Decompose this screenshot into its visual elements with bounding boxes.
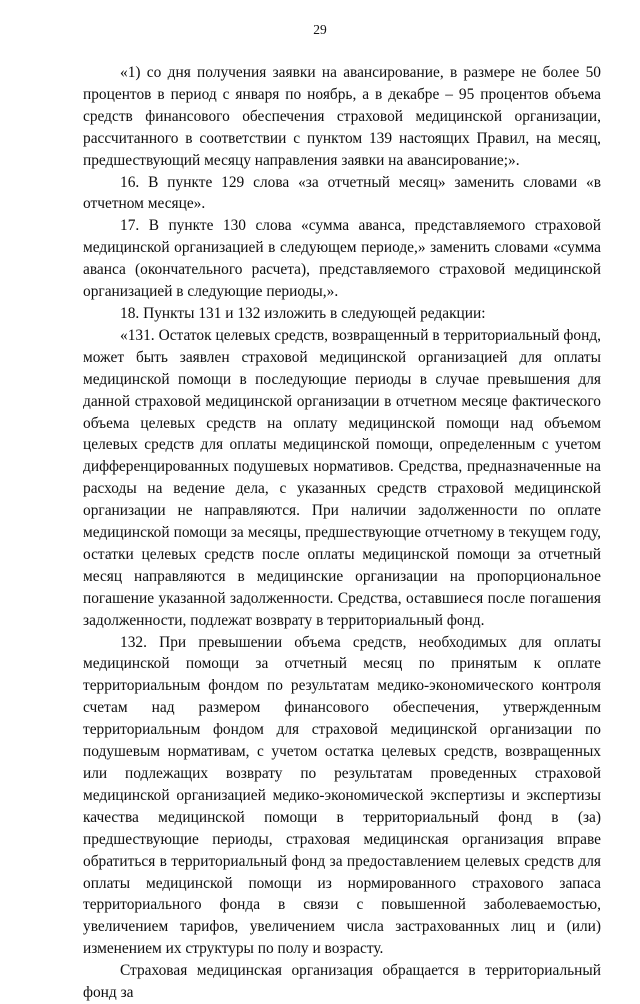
page-number: 29 [313,22,327,37]
document-body [83,62,601,1004]
paragraph-continuation: Страховая медицинская организация обращается в территориальный фонд за [83,962,601,1002]
paragraph-clause-131: «131. Остаток целевых средств, возвращенный в территориальный фонд, может быть заявлен страховой медицинской организацией для оплаты медицинской помощи в последующие периоды в случае превышения для данной страховой медицинской организации в отчетном месяце фактического объема целевых средств на оплату медицинской помощи над объемом целевых средств для оплаты медицинской помощи, определенным с учетом дифференцированных подушевых нормативов. Средства, предназначенные на расходы на ведение дела, с указанных средств страховой медицинской организации не направляются. При наличии задолженности по оплате медицинской помощи за месяцы, предшествующие отчетному в текущем году, остатки целевых средств после оплаты медицинской помощи за отчетный месяц направляются в медицинские организации на пропорциональное погашение указанной задолженности. Средства, оставшиеся после погашения задолженности, подлежат возврату в территориальный фонд. [83,326,601,629]
paragraph-amendment-18: 18. Пункты 131 и 132 изложить в следующей редакции: [120,304,486,322]
paragraph-amendment-17: 17. В пункте 130 слова «сумма аванса, представляемого страховой медицинской организацией в следующем периоде,» заменить словами «сумма аванса (окончательного расчета), представляемого страховой медицинской организацией в следующие периоды,». [83,217,601,301]
paragraph-amendment-16: 16. В пункте 129 слова «за отчетный месяц» заменить словами «в отчетном месяце». [83,173,601,213]
paragraph-advance-subclause-1: «1) со дня получения заявки на авансирование, в размере не более 50 процентов в период с января по ноябрь, а в декабре – 95 процентов объема средств финансового обеспечения страховой медицинской организации, рассчитанного в соответствии с пунктом 139 настоящих Правил, на месяц, предшествующий месяцу направления заявки на авансирование;». [83,64,601,169]
paragraph-clause-132: 132. При превышении объема средств, необходимых для оплаты медицинской помощи за отчетный месяц по принятым к оплате территориальным фондом по результатам медико-экономического контроля счетам над размером финансового обеспечения, утвержденным территориальным фондом для страховой медицинской организации по подушевым нормативам, с учетом остатка целевых средств, возвращенных или подлежащих возврату по результатам проведенных страховой медицинской организацией медико-экономической экспертизы и экспертизы качества медицинской помощи в территориальный фонд в (за) предшествующие периоды, страховая медицинская организация вправе обратиться в территориальный фонд за предоставлением целевых средств для оплаты медицинской помощи из нормированного страхового запаса территориального фонда в связи с повышенной заболеваемостью, увеличением тарифов, увеличением числа застрахованных лиц и (или) изменением их структуры по полу и возрасту. [83,633,601,958]
